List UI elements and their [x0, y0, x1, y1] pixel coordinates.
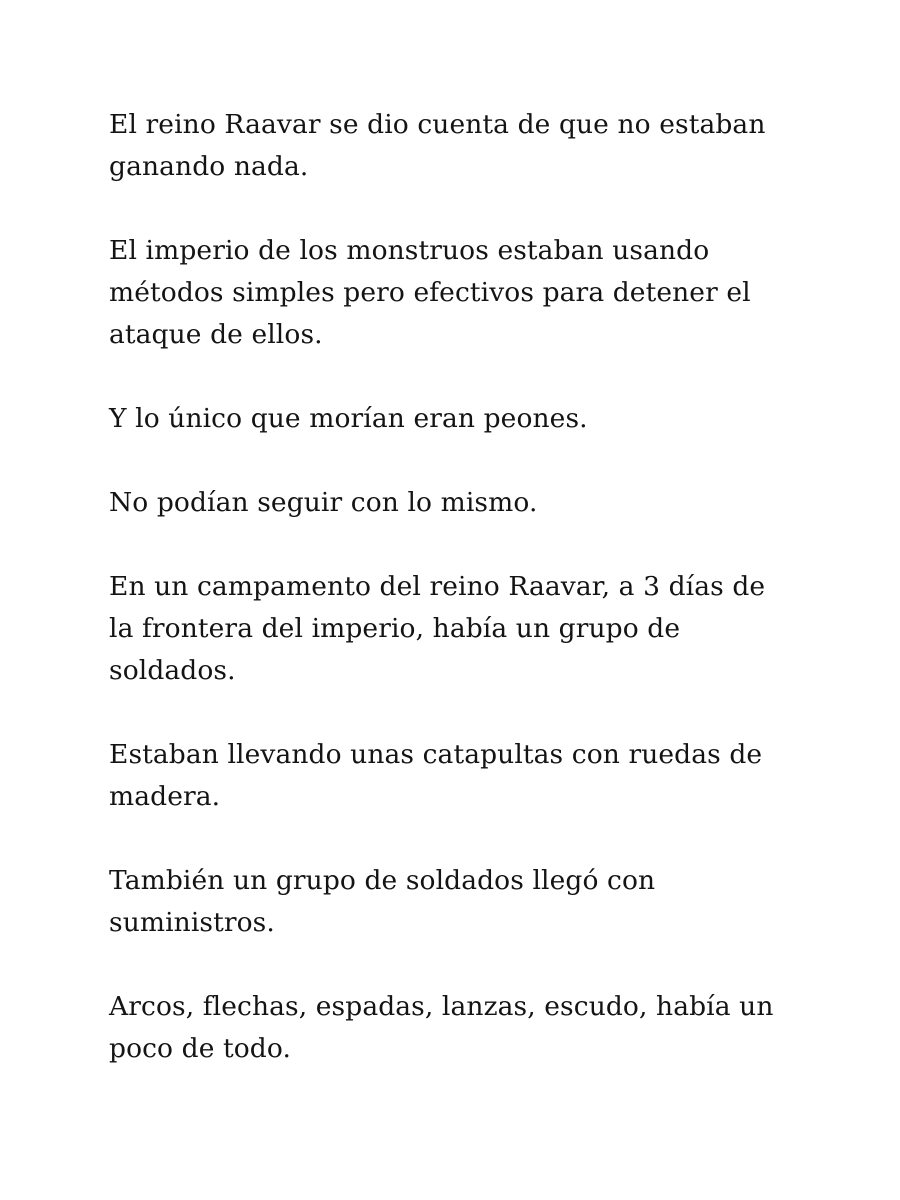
paragraph	[109, 566, 809, 692]
text-line: soldados.	[109, 655, 236, 686]
text-line: Estaban llevando unas catapultas con ruedas de	[109, 739, 763, 770]
text-line: suministros.	[109, 907, 275, 938]
text-line: ataque de ellos.	[109, 319, 323, 350]
text-line: métodos simples pero efectivos para detener el	[109, 277, 751, 308]
text-line: En un campamento del reino Raavar, a 3 días de	[109, 571, 766, 602]
text-line: la frontera del imperio, había un grupo de	[109, 613, 681, 644]
paragraph	[109, 482, 809, 524]
paragraph	[109, 398, 809, 440]
paragraph	[109, 734, 809, 818]
text-line: ganando nada.	[109, 151, 309, 182]
text-line: No podían seguir con lo mismo.	[109, 487, 538, 518]
paragraph	[109, 104, 809, 188]
text-line: Y lo único que morían eran peones.	[109, 403, 588, 434]
text-line: El imperio de los monstruos estaban usando	[109, 235, 710, 266]
paragraph	[109, 986, 809, 1070]
text-line: También un grupo de soldados llegó con	[109, 865, 656, 896]
paragraph	[109, 230, 809, 356]
text-line: El reino Raavar se dio cuenta de que no estaban	[109, 109, 766, 140]
text-line: Arcos, flechas, espadas, lanzas, escudo, había un	[109, 991, 774, 1022]
paragraph	[109, 860, 809, 944]
document-page	[109, 104, 809, 1112]
text-line: poco de todo.	[109, 1033, 291, 1064]
text-line: madera.	[109, 781, 221, 812]
